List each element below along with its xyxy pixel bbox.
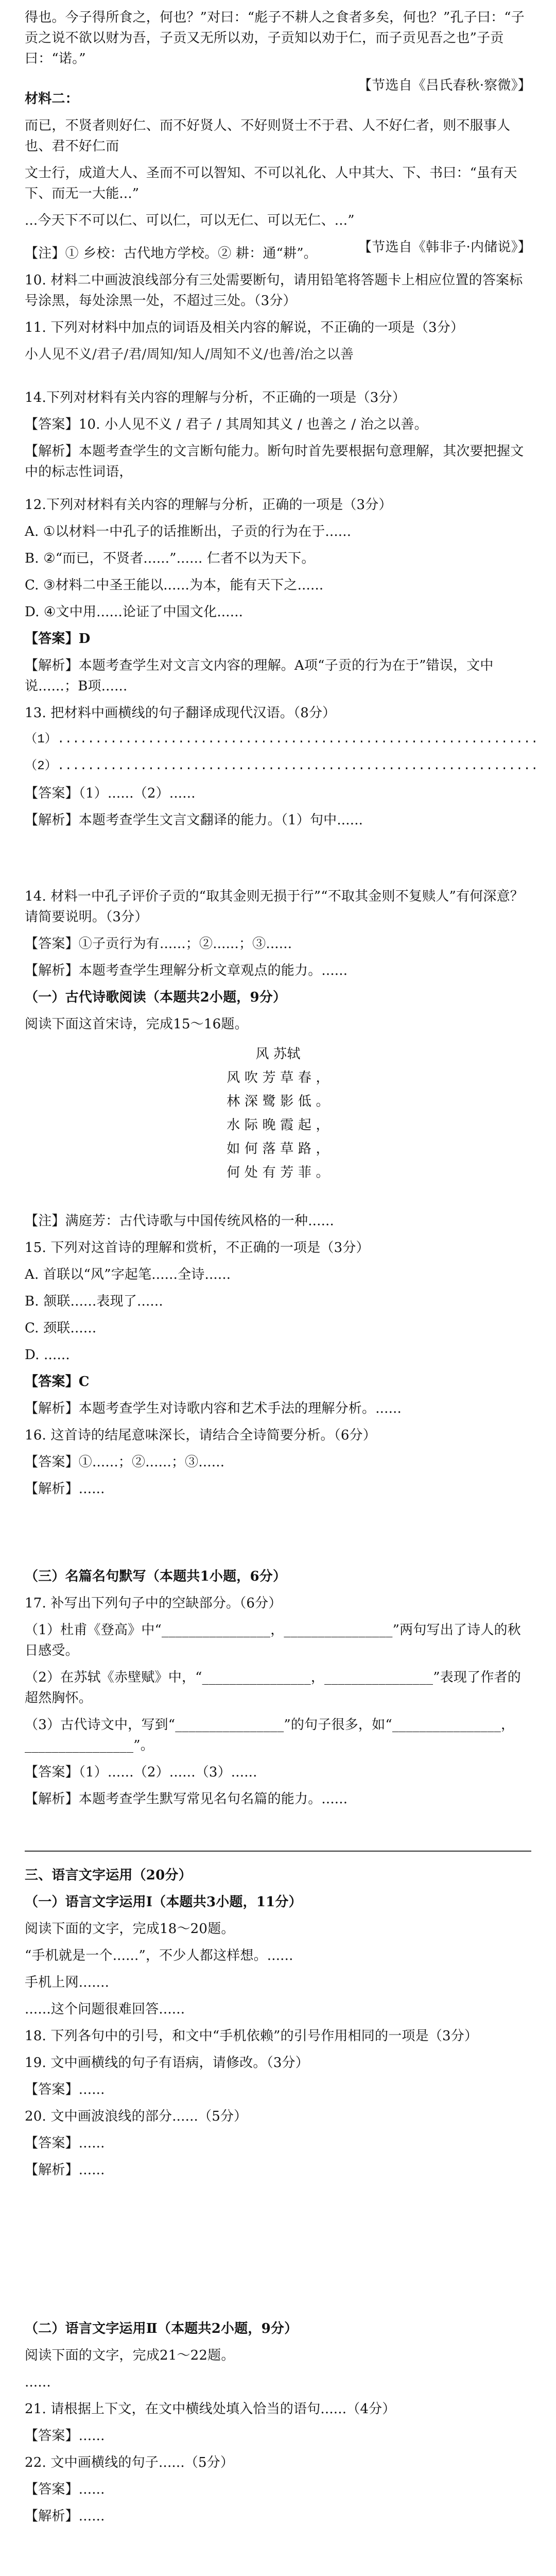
paragraph: ...今天下不可以仁、可以仁，可以无仁、可以无仁、...” [25, 213, 355, 228]
question: 17. 补写出下列句子中的空缺部分。（6分） [25, 1596, 282, 1611]
explanation: 【解析】本题考查学生的文言断句能力。断句时首先要根据句意理解，其次要把握文中的标志性词语， [25, 444, 524, 480]
answer: 【答案】...... [25, 2082, 105, 2097]
section-7 [25, 2318, 531, 2533]
paragraph: 文士行，成道大人、圣而不可以智知、不可以礼化、人中其大、下、书曰：“虽有天下、而无一大能...” [25, 165, 517, 201]
material-label: 材料二： [25, 91, 79, 107]
paragraph: ......这个问题很难回答...... [25, 2002, 185, 2017]
paragraph: 小人见不义/君子/君/周知/知人/周知不义/也善/治之以善 [25, 347, 354, 362]
option: C. 颈联...... [25, 1320, 97, 1336]
question: 18. 下列各句中的引号，和文中“手机依赖”的引号作用相同的一项是（3分） [25, 2028, 478, 2044]
fill-blank: （3）古代诗文中，写到“________________”的句子很多，如“________________，________________”。 [25, 1717, 515, 1753]
poem-line: 水 际 晚 霞 起 ， [227, 1117, 329, 1133]
question: 21. 请根据上下文，在文中横线处填入恰当的语句......（4分） [25, 2401, 396, 2417]
paragraph: 得也。今子得所食之，何也？”对曰：“彪子不耕人之食者多矣，何也？”孔子曰：“子贡之说不欲以财为吾，子贡又无所以劝，子贡知以劝于仁，而子贡见吾之也”子贡曰：“诺。” [25, 10, 525, 66]
source-line: 【节选自《韩非子·内储说》】 [358, 240, 531, 255]
instruction: 阅读下面这首宋诗，完成15～16题。 [25, 1016, 248, 1032]
question: 14.下列对材料有关内容的理解与分析，不正确的一项是（3分） [25, 390, 406, 405]
answer: 【答案】...... [25, 2136, 105, 2151]
section-heading: 三、语言文字运用（20分） [25, 1868, 192, 1883]
option: A. 首联以“风”字起笔......全诗...... [25, 1267, 231, 1282]
explanation: 【解析】本题考查学生文言文翻译的能力。（1）句中...... [25, 812, 363, 828]
answer: 【答案】10. 小人见不义 / 君子 / 其周知其义 / 也善之 / 治之以善。 [25, 417, 428, 432]
subsection-heading: （二）语言文字运用Ⅱ（本题共2小题，9分） [25, 2321, 298, 2336]
question: 19. 文中画横线的句子有语病，请修改。（3分） [25, 2055, 309, 2071]
answer: 【答案】（1）......（2）......（3）...... [25, 1765, 257, 1780]
paragraph: 手机上网....... [25, 1975, 110, 1990]
poem-block [25, 1041, 531, 1186]
divider [25, 1851, 531, 1852]
poem-title: 风 苏轼 [255, 1046, 301, 1062]
note: 【注】满庭芳：古代诗歌与中国传统风格的一种...... [25, 1213, 334, 1229]
question: 11. 下列对材料中加点的词语及相关内容的解说，不正确的一项是（3分） [25, 320, 464, 335]
section-heading: （一）古代诗歌阅读（本题共2小题，9分） [25, 990, 287, 1005]
poem-line: 何 处 有 芳 菲 。 [227, 1165, 329, 1180]
option: B. ②“而已，不贤者......”...... 仁者不以为天下。 [25, 551, 315, 566]
question: 13. 把材料中画横线的句子翻译成现代汉语。（8分） [25, 705, 336, 721]
answer: 【答案】①子贡行为有......；②......；③...... [25, 936, 292, 952]
fill-blank: （1）杜甫《登高》中“________________，________________”两句写出了诗人的秋日感受。 [25, 1622, 521, 1658]
question: 14. 材料一中孔子评价子贡的“取其金则无损于行”“不取其金则不复赎人”有何深意？请简要说明。（3分） [25, 889, 524, 925]
fill-blank: （2）在苏轼《赤壁赋》中，“________________，________________”表现了作者的超然胸怀。 [25, 1670, 521, 1706]
explanation: 【解析】...... [25, 2162, 105, 2178]
explanation: 【解析】...... [25, 2509, 105, 2524]
answer: 【答案】C [25, 1374, 90, 1389]
option: D. ④文中用......论证了中国文化...... [25, 604, 244, 620]
answer: 【答案】...... [25, 2428, 105, 2444]
section-3 [25, 886, 531, 1041]
question: 12.下列对材料有关内容的理解与分析，正确的一项是（3分） [25, 497, 392, 513]
answer: 【答案】D [25, 631, 91, 647]
answer: 【答案】（1）......（2）...... [25, 786, 196, 801]
paragraph: “手机就是一个......”，不少人都这样想。...... [25, 1948, 293, 1963]
blank-line: （1）................................................................ [25, 733, 538, 747]
section-2 [25, 495, 538, 837]
q14-block [25, 387, 531, 488]
option: C. ③材料二中圣王能以......为本，能有天下之...... [25, 578, 324, 593]
paragraph: 而已，不贤者则好仁、而不好贤人、不好则贤士不于君、人不好仁者，则不服事人也、君不好仁而 [25, 118, 511, 154]
poem-line: 林 深 鹭 影 低 。 [227, 1094, 329, 1109]
section-4 [25, 1211, 531, 1505]
explanation: 【解析】本题考查学生默写常见名句名篇的能力。...... [25, 1791, 348, 1807]
paragraph: ...... [25, 2375, 51, 2390]
question: 10. 材料二中画波浪线部分有三处需要断句，请用铅笔将答题卡上相应位置的答案标号涂黑，每处涂黑一处，不超过三处。（3分） [25, 273, 523, 309]
option: B. 颔联......表现了...... [25, 1294, 163, 1309]
instruction: 阅读下面的文字，完成18～20题。 [25, 1921, 235, 1937]
question: 20. 文中画波浪线的部分......（5分） [25, 2109, 248, 2124]
explanation: 【解析】本题考查学生理解分析文章观点的能力。...... [25, 963, 348, 978]
section-heading: （三）名篇名句默写（本题共1小题，6分） [25, 1569, 287, 1584]
answer: 【答案】①......；②......；③...... [25, 1454, 225, 1470]
answer: 【答案】...... [25, 2482, 105, 2497]
question: 15. 下列对这首诗的理解和赏析，不正确的一项是（3分） [25, 1240, 370, 1256]
poem-line: 风 吹 芳 草 春 ， [227, 1070, 329, 1086]
section-6 [25, 1865, 531, 2187]
option: A. ①以材料一中孔子的话推断出，子贡的行为在于...... [25, 524, 352, 539]
note: 【注】① 乡校：古代地方学校。② 耕：通“耕”。 [25, 246, 317, 261]
explanation: 【解析】...... [25, 1481, 105, 1497]
explanation: 【解析】本题考查学生对诗歌内容和艺术手法的理解分析。...... [25, 1401, 402, 1416]
question: 16. 这首诗的结尾意味深长，请结合全诗简要分析。（6分） [25, 1428, 376, 1443]
poem-line: 如 何 落 草 路 ， [227, 1141, 329, 1157]
explanation: 【解析】本题考查学生对文言文内容的理解。A项“子贡的行为在于”错误，文中说......；B项...... [25, 658, 494, 694]
question: 22. 文中画横线的句子......（5分） [25, 2455, 234, 2470]
subsection-heading: （一）语言文字运用Ⅰ（本题共3小题，11分） [25, 1894, 302, 1910]
blank-line: （2）................................................................ [25, 759, 538, 773]
option: D. ...... [25, 1347, 70, 1363]
source-line: 【节选自《吕氏春秋·察微》】 [358, 78, 531, 93]
notes-block [25, 243, 531, 371]
instruction: 阅读下面的文字，完成21～22题。 [25, 2348, 235, 2363]
section-5 [25, 1566, 531, 1816]
